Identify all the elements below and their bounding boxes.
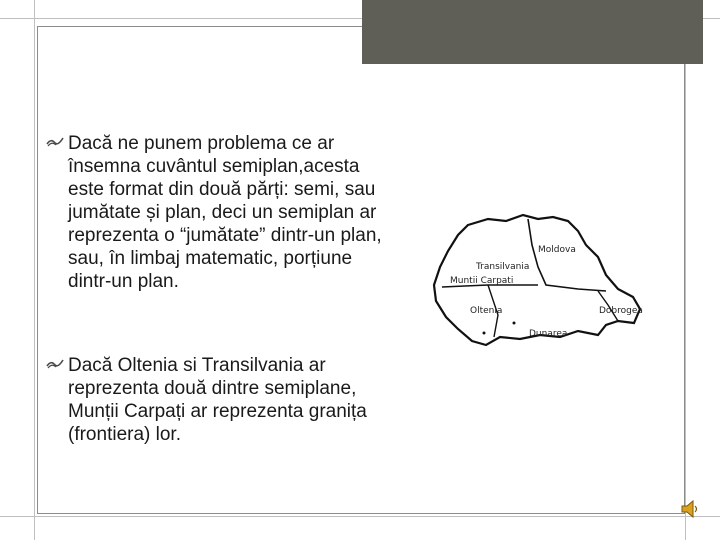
speaker-icon[interactable] [679, 498, 701, 520]
romania-map [428, 205, 648, 355]
map-label-transilvania: Transilvania [476, 262, 530, 272]
map-label-moldova: Moldova [538, 245, 576, 255]
swoosh-bullet-icon [46, 136, 64, 148]
bullet-2 [46, 354, 396, 446]
map-label-dobrogea: Dobrogea [599, 306, 643, 316]
map-label-oltenia: Oltenia [470, 306, 503, 316]
bullet-1 [46, 132, 396, 293]
bullet-2-text: Dacă Oltenia si Transilvania ar reprezenta două dintre semiplane, Munții Carpați ar reprezenta granița (frontiera) lor. [68, 355, 367, 445]
accent-block [362, 0, 703, 64]
map-label-dunarea: Dunarea [529, 329, 568, 339]
frame-line-bottom [0, 516, 720, 517]
swoosh-bullet-icon [46, 358, 64, 370]
frame-line-right [685, 0, 686, 540]
map-label-muntii-carpati: Muntii Carpati [450, 276, 514, 286]
bullet-1-text: Dacă ne punem problema ce ar însemna cuvântul semiplan,acesta este format din două părți: semi, sau jumătate și plan, deci un semiplan ar reprezenta o “jumătate” dintr-un plan, sau, în limbaj matematic, porțiune dintr-un plan. [68, 133, 382, 292]
frame-line-left [34, 0, 35, 540]
